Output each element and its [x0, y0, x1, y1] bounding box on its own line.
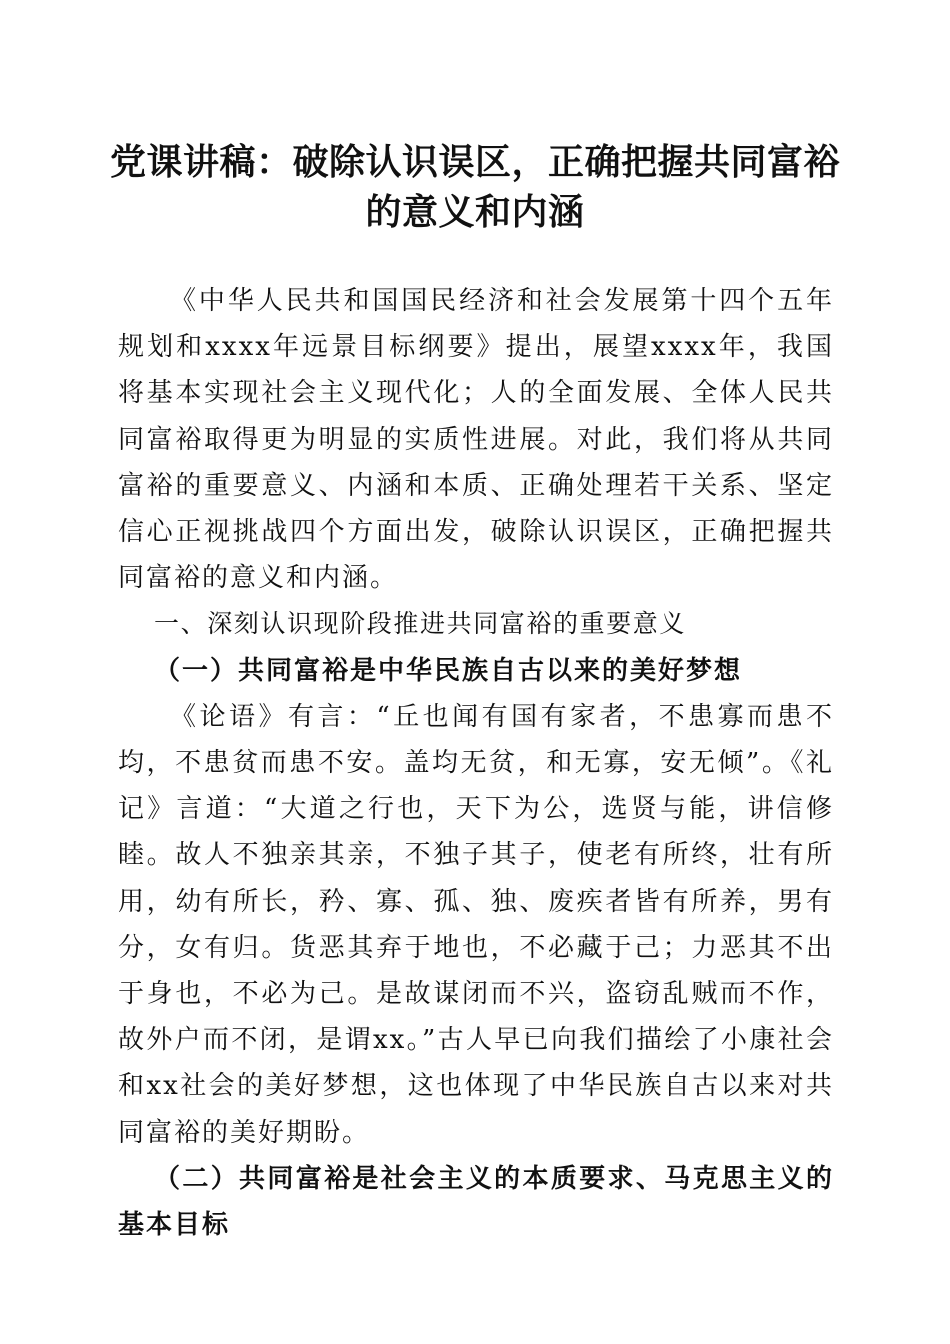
- title-line-2: 的意义和内涵: [365, 192, 585, 233]
- subsection-1-paragraph: 《论语》有言：“丘也闻有国有家者，不患寡而患不均，不患贫而患不安。盖均无贫，和无寡，安无倾”。《礼记》言道：“大道之行也，天下为公，选贤与能，讲信修睦。故人不独亲其亲，不独子其子，使老有所终，壮有所用，幼有所长，矜、寡、孤、独、废疾者皆有所养，男有分，女有归。货恶其弃于地也，不必藏于己；力恶其不出于身也，不必为己。是故谋闭而不兴，盗窃乱贼而不作，故外户而不闭，是谓xx。”古人早已向我们描绘了小康社会和xx社会的美好梦想，这也体现了中华民族自古以来对共同富裕的美好期盼。: [118, 701, 834, 1148]
- intro-paragraph: 《中华人民共和国国民经济和社会发展第十四个五年规划和xxxx年远景目标纲要》提出，展望xxxx年，我国将基本实现社会主义现代化；人的全面发展、全体人民共同富裕取得更为明显的实质性进展。对此，我们将从共同富裕的重要意义、内涵和本质、正确处理若干关系、坚定信心正视挑战四个方面出发，破除认识误区，正确把握共同富裕的意义和内涵。: [118, 286, 834, 594]
- subsection-1-heading: （一）共同富裕是中华民族自古以来的美好梦想: [154, 655, 743, 686]
- section-1-heading: 一、深刻认识现阶段推进共同富裕的重要意义: [154, 609, 687, 639]
- subsection-2-heading: （二）共同富裕是社会主义的本质要求、马克思主义的基本目标: [118, 1163, 834, 1241]
- title-line-1: 党课讲稿：破除认识误区，正确把握共同富裕: [109, 142, 840, 183]
- document-body: [118, 278, 834, 1248]
- document-title: [100, 138, 850, 238]
